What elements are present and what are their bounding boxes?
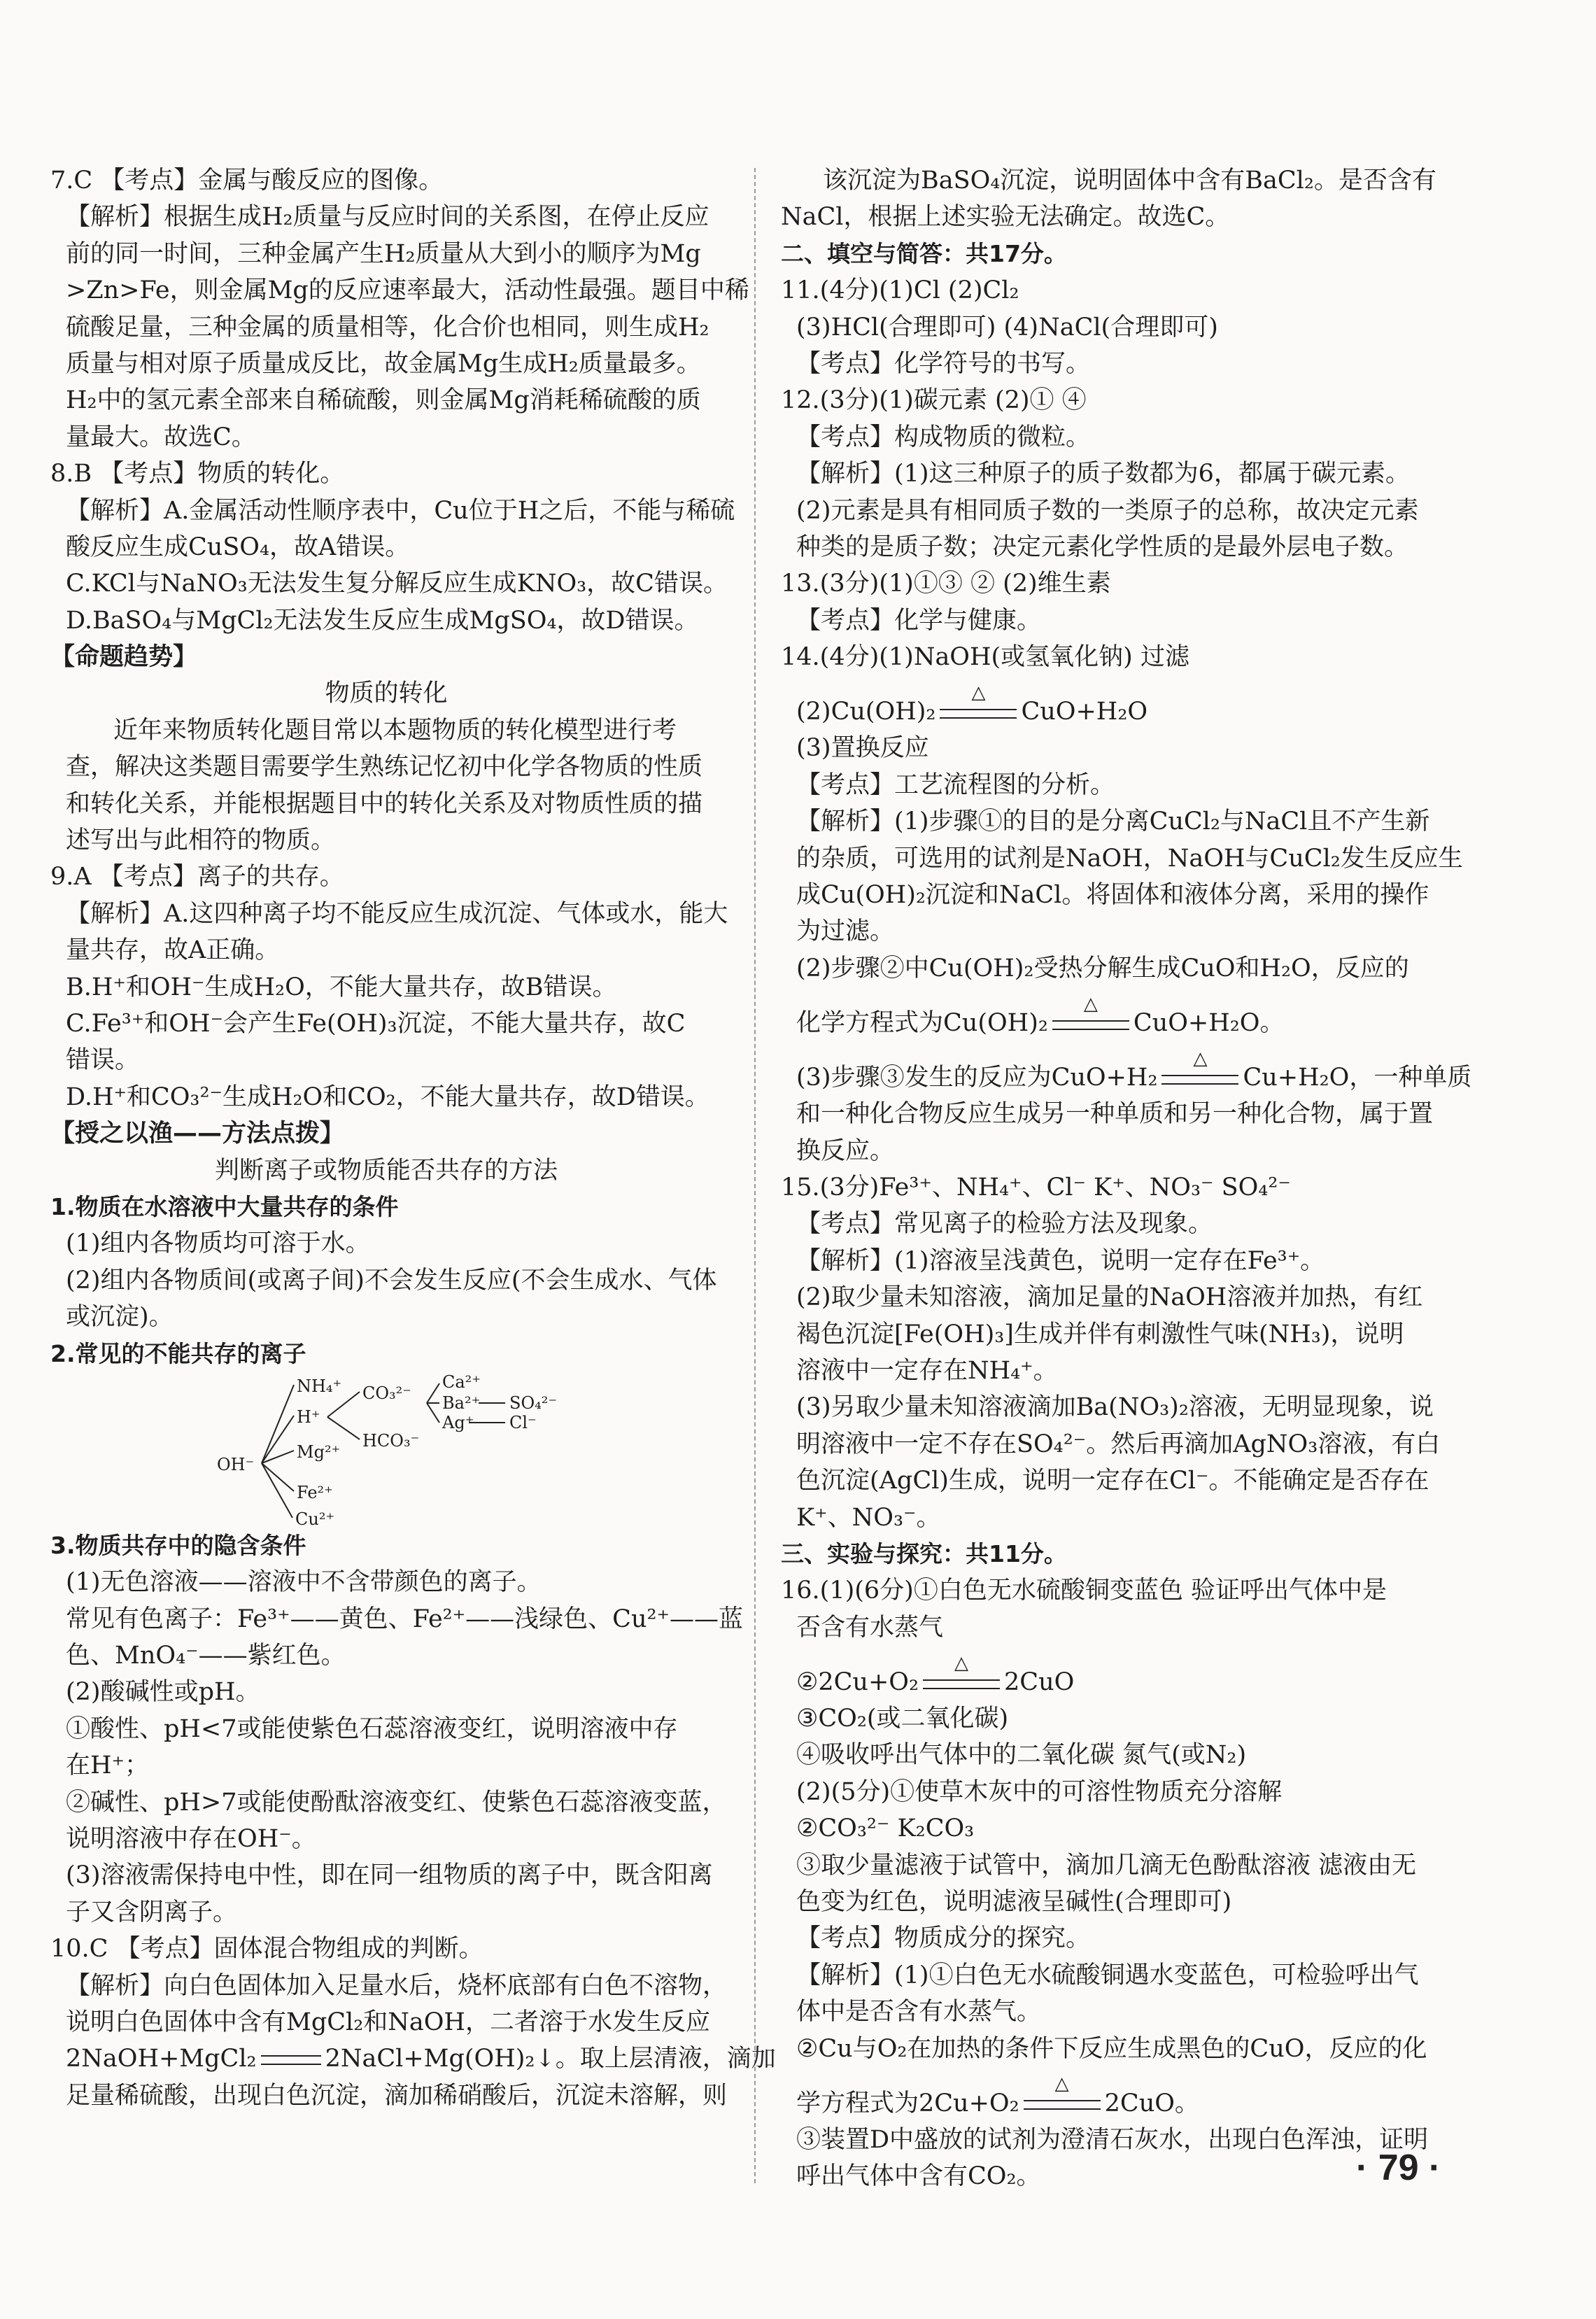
- ion-hco3: HCO₃⁻: [362, 1430, 420, 1451]
- q12-line: 种类的是质子数；决定元素化学性质的是最外层电子数。: [796, 533, 1409, 561]
- heat-equals-sign: [1052, 993, 1129, 1034]
- q16-eq-right: 2CuO。: [1104, 2089, 1199, 2117]
- trend-title: 物质的转化: [325, 679, 448, 708]
- q7-line: 前的同一时间，三种金属产生H₂质量从大到小的顺序为Mg: [66, 239, 701, 268]
- q16-eq-left: ②2Cu+O₂: [796, 1668, 919, 1697]
- method-line: (3)溶液需保持电中性，即在同一组物质的离子中，既含阳离: [66, 1861, 713, 1890]
- q14-eq-left: (2)Cu(OH)₂: [796, 698, 936, 726]
- q8-line: D.BaSO₄与MgCl₂无法发生反应生成MgSO₄，故D错误。: [66, 606, 699, 635]
- method-line: 在H⁺；: [66, 1751, 149, 1780]
- heat-delta-icon: △: [1083, 993, 1098, 1015]
- method-heading-3: 3.物质共存中的隐含条件: [50, 1531, 306, 1559]
- q14-line: 【考点】工艺流程图的分析。: [796, 770, 1115, 799]
- q15-line: 【解析】(1)溶液呈浅黄色，说明一定存在Fe³⁺。: [796, 1246, 1325, 1275]
- heat-equals-sign: [940, 682, 1017, 723]
- ion-mg: Mg²⁺: [297, 1442, 341, 1462]
- heat-equals-sign: [923, 1652, 1000, 1693]
- q9-line: B.H⁺和OH⁻生成H₂O，不能大量共存，故B错误。: [66, 973, 617, 1001]
- ion-cl: Cl⁻: [509, 1412, 537, 1432]
- branch-line: [262, 1385, 294, 1463]
- branch-line: [262, 1463, 294, 1491]
- q16-line: 16.(1)(6分)①白色无水硫酸铜变蓝色 验证呼出气体中是: [781, 1577, 1387, 1605]
- branch-line: [327, 1417, 360, 1439]
- q10-line: 10.C 【考点】固体混合物组成的判断。: [50, 1935, 483, 1964]
- method-header: 【授之以渔——方法点拨】: [50, 1120, 345, 1148]
- q12-line: 12.(3分)(1)碳元素 (2)① ④: [781, 386, 1087, 415]
- q10-equation-line: [50, 2040, 776, 2077]
- q12-line: 【考点】构成物质的微粒。: [796, 423, 1091, 451]
- q8-line: 8.B 【考点】物质的转化。: [50, 460, 345, 488]
- right-column: [781, 162, 1481, 2195]
- q16-line: 否含有水蒸气: [796, 1613, 944, 1642]
- heat-delta-icon: △: [954, 1652, 969, 1674]
- q15-line: 明溶液中一定不存在SO₄²⁻。然后再滴加AgNO₃溶液，有白: [796, 1430, 1441, 1458]
- q10-line: 说明白色固体中含有MgCl₂和NaOH，二者溶于水发生反应: [66, 2008, 710, 2036]
- q14-equation-line: [781, 1041, 1481, 1096]
- trend-line: 和转化关系，并能根据题目中的转化关系及对物质性质的描: [66, 789, 703, 818]
- q11-line: (3)HCl(合理即可) (4)NaCl(合理即可): [796, 313, 1218, 341]
- method-line: ②碱性、pH>7或能使酚酞溶液变红、使紫色石蕊溶液变蓝，: [66, 1788, 727, 1817]
- method-title: 判断离子或物质能否共存的方法: [214, 1156, 558, 1185]
- q15-line: 【考点】常见离子的检验方法及现象。: [796, 1210, 1213, 1239]
- method-line: 常见有色离子：Fe³⁺——黄色、Fe²⁺——浅绿色、Cu²⁺——蓝: [66, 1605, 744, 1633]
- q7-line: >Zn>Fe，则金属Mg的反应速率最大，活动性最强。题目中稀: [66, 276, 749, 305]
- page-number: · 79 ·: [1356, 2148, 1441, 2188]
- q10-equation-left: 2NaOH+MgCl₂: [66, 2045, 257, 2073]
- ion-cu: Cu²⁺: [295, 1509, 335, 1528]
- q16-line: ②CO₃²⁻ K₂CO₃: [796, 1814, 975, 1843]
- q9-line: 【解析】A.这四种离子均不能反应生成沉淀、气体或水，能大: [66, 899, 728, 928]
- method-heading-2: 2.常见的不能共存的离子: [50, 1339, 306, 1367]
- q7-line: 7.C 【考点】金属与酸反应的图像。: [50, 167, 444, 195]
- q10-cont-line: NaCl，根据上述实验无法确定。故选C。: [781, 203, 1230, 232]
- q16-line: 【考点】物质成分的探究。: [796, 1924, 1091, 1953]
- ion-nh4: NH₄⁺: [297, 1376, 342, 1396]
- ion-ag: Ag⁺: [442, 1412, 474, 1432]
- q14-line: 成Cu(OH)₂沉淀和NaCl。将固体和液体分离，采用的操作: [796, 881, 1429, 910]
- ion-co3: CO₃²⁻: [362, 1383, 411, 1403]
- section-3-heading: 三、实验与探究：共11分。: [781, 1539, 1067, 1567]
- q13-line: 13.(3分)(1)①③ ② (2)维生素: [781, 570, 1111, 598]
- method-line: (1)无色溶液——溶液中不含带颜色的离子。: [66, 1568, 542, 1597]
- q7-line: 硫酸足量，三种金属的质量相等，化合价也相同，则生成H₂: [66, 313, 709, 341]
- column-divider: [754, 168, 756, 2183]
- branch-line: [262, 1463, 292, 1518]
- method-line: 色、MnO₄⁻——紫红色。: [66, 1642, 346, 1670]
- q16-line: ②Cu与O₂在加热的条件下反应生成黑色的CuO，反应的化: [796, 2034, 1427, 2063]
- q11-line: 11.(4分)(1)Cl (2)Cl₂: [781, 276, 1019, 305]
- q14-eq-left: (3)步骤③发生的反应为CuO+H₂: [796, 1064, 1158, 1092]
- q8-line: 【解析】A.金属活动性顺序表中，Cu位于H之后，不能与稀硫: [66, 496, 735, 525]
- trend-line: 近年来物质转化题目常以本题物质的转化模型进行考: [113, 716, 677, 745]
- q11-line: 【考点】化学符号的书写。: [796, 349, 1091, 378]
- method-line: (1)组内各物质均可溶于水。: [66, 1229, 370, 1258]
- method-line: (2)酸碱性或pH。: [66, 1678, 260, 1707]
- q16-eq-right: 2CuO: [1004, 1668, 1075, 1697]
- method-line: ①酸性、pH<7或能使紫色石蕊溶液变红，说明溶液中存: [66, 1714, 678, 1743]
- q14-eq-left: 化学方程式为Cu(OH)₂: [796, 1009, 1048, 1038]
- q14-line: 和一种化合物反应生成另一种单质和另一种化合物，属于置: [796, 1100, 1434, 1129]
- heat-delta-icon: △: [1054, 2073, 1069, 2095]
- q8-line: C.KCl与NaNO₃无法发生复分解反应生成KNO₃，故C错误。: [66, 570, 728, 598]
- q16-line: ③CO₂(或二氧化碳): [796, 1705, 1009, 1733]
- q10-cont-line: 该沉淀为BaSO₄沉淀，说明固体中含有BaCl₂。是否含有: [823, 167, 1436, 195]
- q14-eq-right: CuO+H₂O: [1021, 698, 1148, 726]
- method-line: 子又含阴离子。: [66, 1898, 238, 1926]
- q15-line: 15.(3分)Fe³⁺、NH₄⁺、Cl⁻ K⁺、NO₃⁻ SO₄²⁻: [781, 1173, 1291, 1201]
- q7-line: 量最大。故选C。: [66, 423, 256, 451]
- q15-line: 色沉淀(AgCl)生成，说明一定存在Cl⁻。不能确定是否存在: [796, 1467, 1429, 1495]
- heat-equals-sign: [1024, 2073, 1101, 2114]
- q10-line: 足量稀硫酸，出现白色沉淀，滴加稀硝酸后，沉淀未溶解，则: [66, 2081, 728, 2110]
- q15-line: 溶液中一定存在NH₄⁺。: [796, 1356, 1058, 1385]
- q14-equation-line: [781, 987, 1481, 1041]
- q14-line: 的杂质，可选用的试剂是NaOH，NaOH与CuCl₂发生反应生: [796, 844, 1463, 873]
- section-2-heading: 二、填空与简答：共17分。: [781, 239, 1067, 267]
- q16-line: ③装置D中盛放的试剂为澄清石灰水，出现白色浑浊，证明: [796, 2125, 1429, 2154]
- q14-line: 14.(4分)(1)NaOH(或氢氧化钠) 过滤: [781, 643, 1189, 672]
- q9-line: 9.A 【考点】离子的共存。: [50, 863, 344, 891]
- ion-ba: Ba²⁺: [442, 1393, 481, 1413]
- trend-line: 查，解决这类题目需要学生熟练记忆初中化学各物质的性质: [66, 753, 703, 782]
- q14-eq-right: Cu+H₂O，一种单质: [1243, 1064, 1472, 1092]
- q16-line: (2)(5分)①使草木灰中的可溶性物质充分溶解: [796, 1777, 1283, 1806]
- q14-line: (2)步骤②中Cu(OH)₂受热分解生成CuO和H₂O，反应的: [796, 954, 1409, 982]
- q9-line: C.Fe³⁺和OH⁻会产生Fe(OH)₃沉淀，不能大量共存，故C: [66, 1009, 686, 1038]
- q15-line: (2)取少量未知溶液，滴加足量的NaOH溶液并加热，有红: [796, 1283, 1423, 1312]
- q14-eq-right: CuO+H₂O。: [1133, 1009, 1285, 1038]
- q13-line: 【考点】化学与健康。: [796, 606, 1042, 635]
- q16-line: ③取少量滤液于试管中，滴加几滴无色酚酞溶液 滤液由无: [796, 1851, 1417, 1880]
- equals-sign: [261, 2055, 321, 2065]
- q7-line: 【解析】根据生成H₂质量与反应时间的关系图，在停止反应: [66, 203, 709, 232]
- method-line: 或沉淀)。: [66, 1303, 174, 1332]
- q15-line: K⁺、NO₃⁻。: [796, 1503, 941, 1532]
- q10-equation-right: 2NaCl+Mg(OH)₂↓。取上层清液，滴加: [325, 2045, 776, 2073]
- ion-fe: Fe²⁺: [297, 1482, 333, 1502]
- q16-line: 体中是否含有水蒸气。: [796, 1998, 1042, 2027]
- q8-line: 酸反应生成CuSO₄，故A错误。: [66, 533, 410, 561]
- q7-line: H₂中的氢元素全部来自稀硫酸，则金属Mg消耗稀硫酸的质: [66, 386, 701, 415]
- q16-line: 【解析】(1)①白色无水硫酸铜遇水变蓝色，可检验呼出气: [796, 1961, 1419, 1989]
- q9-line: 错误。: [66, 1046, 140, 1075]
- q16-equation-line: [781, 2067, 1481, 2122]
- q16-eq-left: 学方程式为2Cu+O₂: [796, 2089, 1019, 2117]
- q14-line: 为过滤。: [796, 917, 895, 946]
- q15-line: 褐色沉淀[Fe(OH)₃]生成并伴有刺激性气味(NH₃)，说明: [796, 1320, 1404, 1348]
- q16-equation-line: [781, 1646, 1481, 1700]
- q14-equation-line: [781, 675, 1481, 730]
- method-heading-1: 1.物质在水溶液中大量共存的条件: [50, 1192, 399, 1220]
- q9-line: D.H⁺和CO₃²⁻生成H₂O和CO₂，不能大量共存，故D错误。: [66, 1083, 709, 1111]
- ion-coexistence-diagram: [50, 1372, 722, 1528]
- branch-line: [427, 1403, 439, 1423]
- q12-line: (2)元素是具有相同质子数的一类原子的总称，故决定元素: [796, 496, 1419, 525]
- q7-line: 质量与相对原子质量成反比，故金属Mg生成H₂质量最多。: [66, 349, 701, 378]
- q14-line: (3)置换反应: [796, 734, 929, 763]
- heat-delta-icon: △: [1193, 1048, 1208, 1069]
- q14-line: 换反应。: [796, 1136, 895, 1165]
- q9-line: 量共存，故A正确。: [66, 936, 280, 965]
- branch-line: [427, 1383, 439, 1403]
- trend-line: 述写出与此相符的物质。: [66, 826, 336, 855]
- q16-line: 色变为红色，说明滤液呈碱性(合理即可): [796, 1888, 1232, 1917]
- left-column: [50, 162, 776, 2114]
- method-line: 说明溶液中存在OH⁻。: [66, 1825, 316, 1854]
- ion-ca: Ca²⁺: [442, 1372, 481, 1392]
- q16-line: 呼出气体中含有CO₂。: [796, 2162, 1041, 2191]
- q15-line: (3)另取少量未知溶液滴加Ba(NO₃)₂溶液，无明显现象，说: [796, 1393, 1434, 1422]
- method-line: (2)组内各物质间(或离子间)不会发生反应(不会生成水、气体: [66, 1266, 717, 1295]
- q12-line: 【解析】(1)这三种原子的质子数都为6，都属于碳元素。: [796, 460, 1410, 488]
- q10-line: 【解析】向白色固体加入足量水后，烧杯底部有白色不溶物，: [66, 1971, 728, 2000]
- heat-delta-icon: △: [971, 682, 986, 703]
- q14-line: 【解析】(1)步骤①的目的是分离CuCl₂与NaCl且不产生新: [796, 808, 1430, 836]
- heat-equals-sign: [1161, 1048, 1238, 1089]
- trend-header: 【命题趋势】: [50, 643, 198, 672]
- ion-so4: SO₄²⁻: [509, 1393, 558, 1413]
- ion-oh: OH⁻: [217, 1454, 255, 1474]
- ion-h: H⁺: [297, 1407, 320, 1427]
- q16-line: ④吸收呼出气体中的二氧化碳 氮气(或N₂): [796, 1741, 1247, 1770]
- ion-diagram-lines: [50, 1372, 722, 1528]
